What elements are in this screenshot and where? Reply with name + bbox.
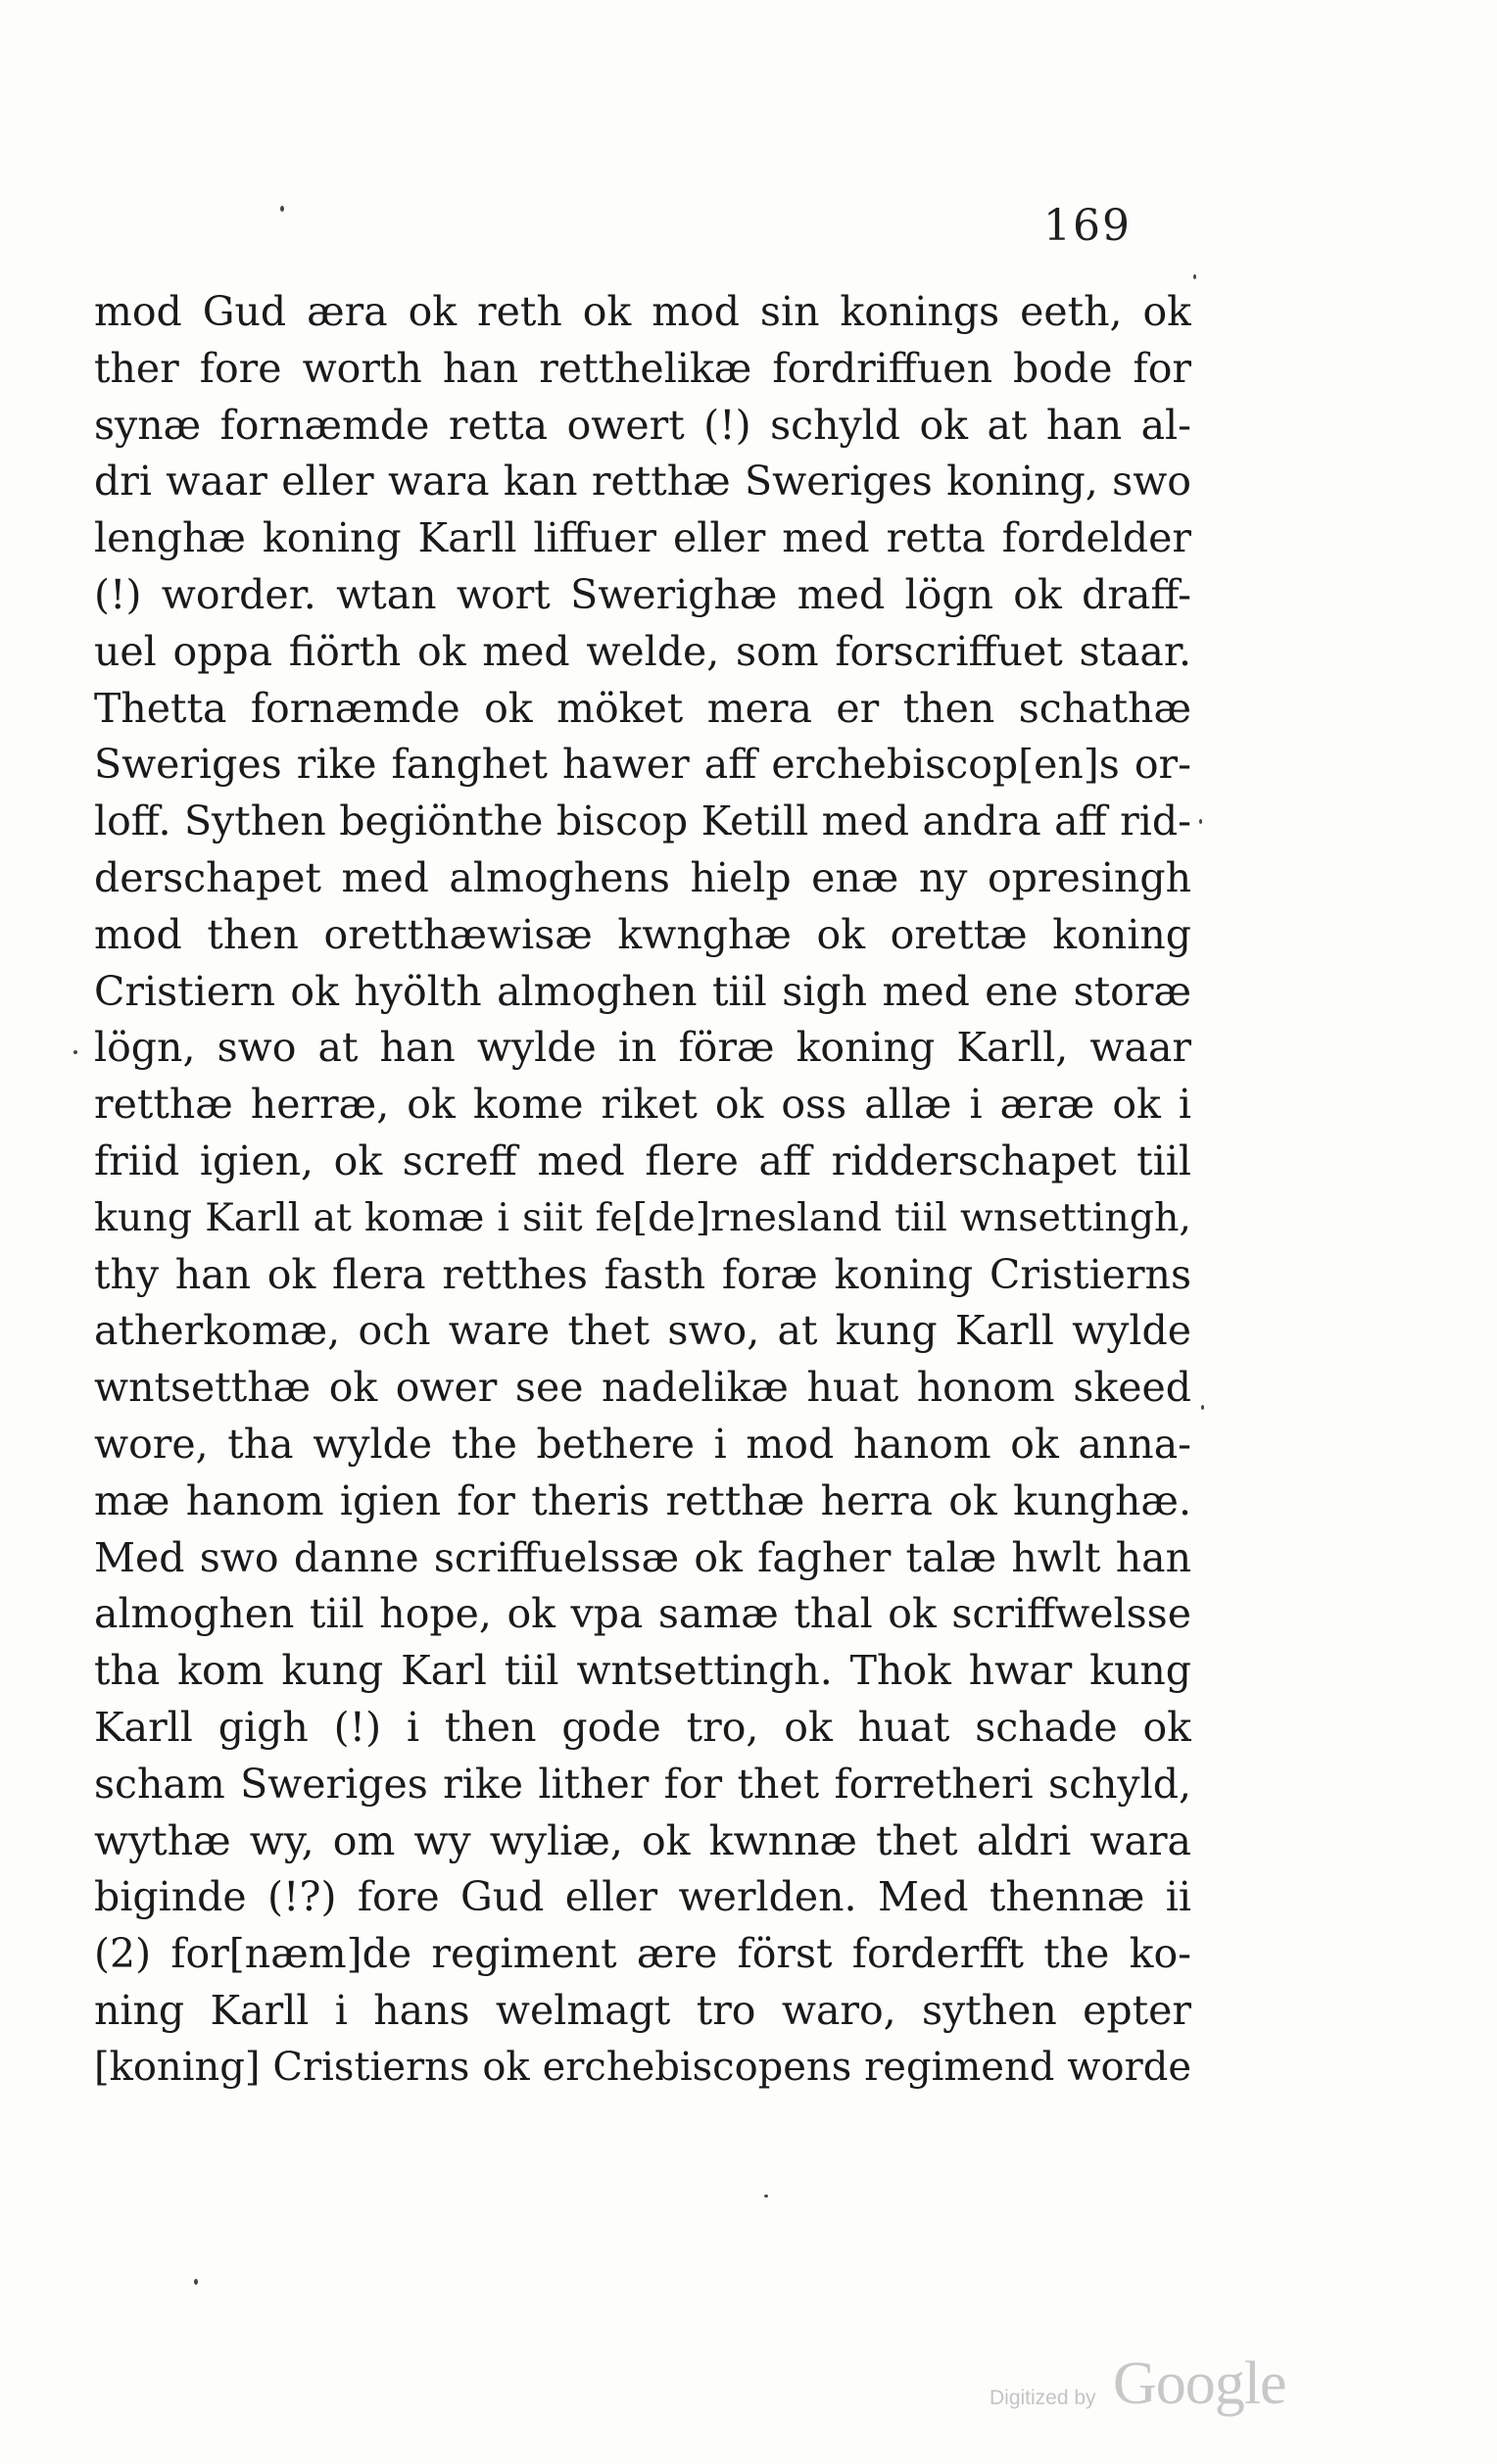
scan-speck xyxy=(194,2279,198,2285)
text-line: dri waar eller wara kan retthæ Sweriges koning, swo xyxy=(94,458,1191,506)
text-line: atherkomæ, och ware thet swo, at kung Karll wylde xyxy=(94,1307,1191,1355)
text-line: friid igien, ok screff med flere aff ridderschapet tiil xyxy=(94,1136,1191,1184)
text-line: retthæ herræ, ok kome riket ok oss allæ i æræ ok i xyxy=(94,1081,1191,1129)
text-line: wntsetthæ ok ower see nadelikæ huat honom skeed xyxy=(94,1364,1191,1412)
body-text xyxy=(94,284,1191,2097)
text-line: Karll gigh (!) i then gode tro, ok huat schade ok xyxy=(94,1703,1191,1751)
text-line: thy han ok flera retthes fasth foræ koning Cristierns xyxy=(94,1250,1191,1298)
text-line: synæ fornæmde retta owert (!) schyld ok at han al- xyxy=(94,401,1191,449)
scan-speck xyxy=(1193,274,1196,279)
text-line: lögn, swo at han wylde in föræ koning Karll, waar xyxy=(94,1024,1191,1072)
text-line: wore, tha wylde the bethere i mod hanom ok anna- xyxy=(94,1420,1191,1468)
scan-speck xyxy=(1199,819,1202,824)
digitized-by-label: Digitized by xyxy=(990,2387,1096,2409)
text-line: [koning] Cristierns ok erchebiscopens regimend worde xyxy=(94,2044,1191,2090)
scan-speck xyxy=(280,206,284,212)
text-line: derschapet med almoghens hielp enæ ny opresingh xyxy=(94,853,1191,901)
text-line: scham Sweriges rike lither for thet forretheri schyld, xyxy=(94,1760,1191,1808)
text-line: ning Karll i hans welmagt tro waro, sythen epter xyxy=(94,1986,1191,2034)
text-line: Sweriges rike fanghet hawer aff erchebiscop[en]s or- xyxy=(94,741,1191,789)
google-logo: Google xyxy=(1113,2350,1286,2417)
text-line: mæ hanom igien for theris retthæ herra ok kunghæ. xyxy=(94,1476,1191,1524)
text-line: biginde (!?) fore Gud eller werlden. Med thennæ ii xyxy=(94,1873,1191,1921)
text-line: Cristiern ok hyölth almoghen tiil sigh med ene storæ xyxy=(94,967,1191,1015)
text-line: (!) worder. wtan wort Swerighæ med lögn ok draff- xyxy=(94,570,1191,618)
text-line: mod Gud æra ok reth ok mod sin konings eeth, ok xyxy=(94,288,1191,335)
text-line: tha kom kung Karl tiil wntsettingh. Thok hwar kung xyxy=(94,1647,1191,1695)
scan-speck xyxy=(764,2195,768,2198)
text-line: wythæ wy, om wy wyliæ, ok kwnnæ thet aldri wara xyxy=(94,1816,1191,1864)
text-line: almoghen tiil hope, ok vpa samæ thal ok scriffwelsse xyxy=(94,1590,1191,1638)
text-line: Thetta fornæmde ok möket mera er then schathæ xyxy=(94,684,1191,732)
text-line: loff. Sythen begiönthe biscop Ketill med andra aff rid- xyxy=(94,797,1191,845)
text-line: mod then oretthæwisæ kwnghæ ok orettæ koning xyxy=(94,910,1191,958)
text-line: kung Karll at komæ i siit fe[de]rnesland tiil wnsettingh, xyxy=(94,1194,1191,1240)
text-line: uel oppa fiörth ok med welde, som forscriffuet staar. xyxy=(94,627,1191,675)
scan-speck xyxy=(1201,1405,1204,1410)
text-line: (2) for[næm]de regiment ære först forderfft the ko- xyxy=(94,1930,1191,1978)
text-line: Med swo danne scriffuelssæ ok fagher talæ hwlt han xyxy=(94,1533,1191,1581)
text-line: ther fore worth han retthelikæ fordriffuen bode for xyxy=(94,344,1191,392)
text-line: lenghæ koning Karll liffuer eller med retta fordelder xyxy=(94,514,1191,562)
scan-speck xyxy=(73,1050,77,1054)
google-watermark xyxy=(990,2349,1303,2418)
page-number: 169 xyxy=(1043,201,1132,251)
